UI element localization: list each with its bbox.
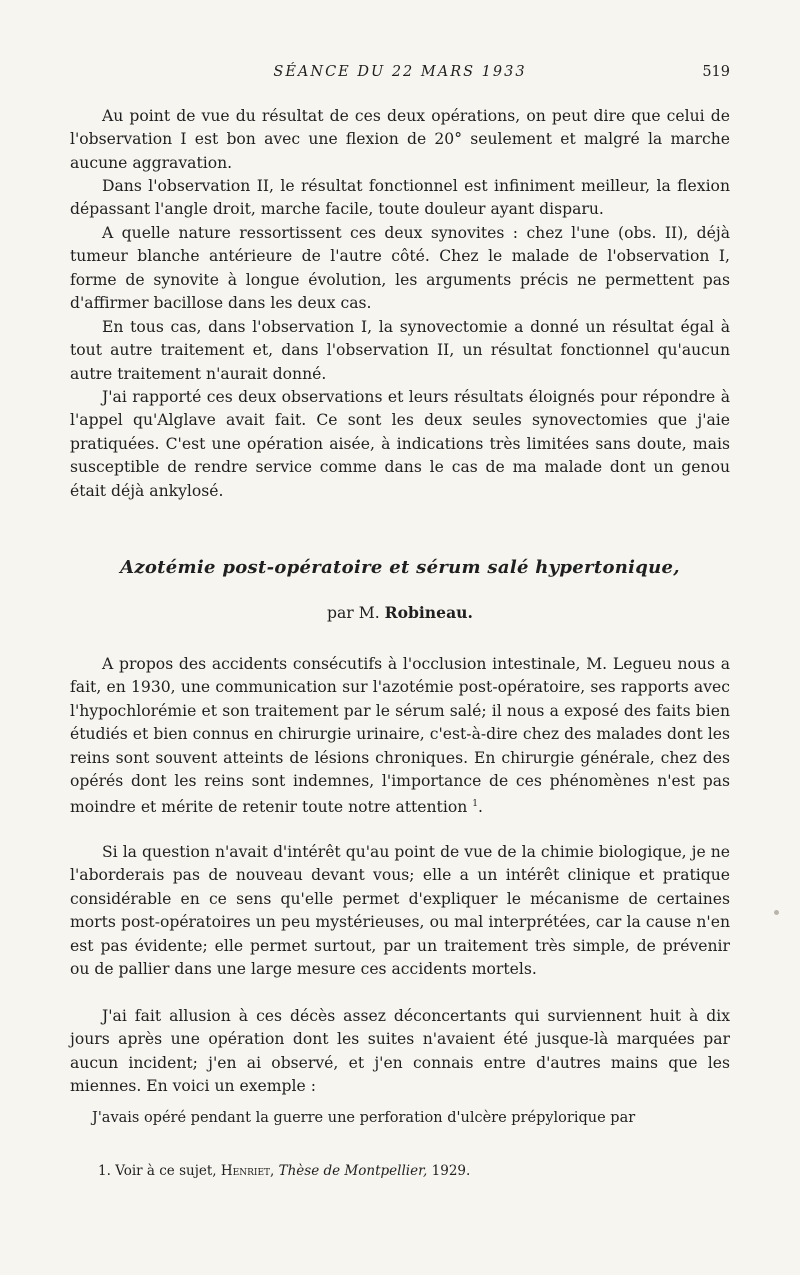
page-number: 519 bbox=[702, 64, 730, 80]
paragraph-4: En tous cas, dans l'observation I, la synovectomie a donné un résultat égal à tout autre traitement et, dans l'observation II, un résultat fonctionnel qu'aucun autre traitement n'aurait donné. bbox=[70, 318, 730, 383]
section-title: Azotémie post-opératoire et sérum salé hypertonique, bbox=[120, 557, 680, 578]
byline-prefix: par M. bbox=[327, 604, 380, 622]
section-paragraph-1-text: A propos des accidents consécutifs à l'occlusion intestinale, M. Legueu nous a fait, en 1930, une communication sur l'azotémie post-opératoire, ses rapports avec l'hypochlorémie et son traitement par le sérum salé; il nous a exposé des faits bien étudiés et bien connus en chirurgie urinaire, c'est-à-dire chez des malades dont les reins sont souvent atteints de lésions chroniques. En chirurgie générale, chez des opérés dont les reins sont indemnes, l'importance de ces phénomènes n'est pas moindre et mérite de retenir toute notre attention bbox=[70, 655, 730, 817]
byline-author: Robineau. bbox=[384, 603, 473, 622]
paragraph-5: J'ai rapporté ces deux observations et leurs résultats éloignés pour répondre à l'appel qu'Alglave avait fait. Ce sont les deux seules synovectomies que j'aie pratiquées. C'est une opération aisée, à indications très limitées sans doute, mais susceptible de rendre service comme dans le cas de ma malade dont un genou était déjà ankylosé. bbox=[70, 388, 730, 500]
header-title: SÉANCE DU 22 MARS 1933 bbox=[273, 64, 527, 80]
small-print-paragraph: J'avais opéré pendant la guerre une perforation d'ulcère prépylorique par bbox=[92, 1110, 636, 1126]
section-paragraph-3: J'ai fait allusion à ces décès assez déconcertants qui surviennent huit à dix jours après une opération dont les suites n'avaient été jusque-là marquées par aucun incident; j'en ai observé, et j'en connais entre d'autres mains que les miennes. En voici un exemple : bbox=[70, 1007, 730, 1096]
paragraph-2: Dans l'observation II, le résultat fonctionnel est infiniment meilleur, la flexion dépassant l'angle droit, marche facile, toute douleur ayant disparu. bbox=[70, 177, 730, 219]
footnote-prefix: Voir à ce sujet, bbox=[115, 1163, 217, 1179]
margin-speck bbox=[774, 910, 779, 915]
running-header bbox=[70, 64, 730, 88]
byline bbox=[70, 603, 730, 622]
paragraph-3: A quelle nature ressortissent ces deux synovites : chez l'une (obs. II), déjà tumeur blanche antérieure de l'autre côté. Chez le malade de l'observation I, forme de synovite à longue évolution, les arguments précis ne permettent pas d'affirmer bacillose dans les deux cas. bbox=[70, 224, 730, 313]
paragraph-1: Au point de vue du résultat de ces deux opérations, on peut dire que celui de l'observation I est bon avec une flexion de 20° seulement et malgré la marche aucune aggravation. bbox=[70, 107, 730, 172]
footnote bbox=[98, 1163, 730, 1179]
footnote-number: 1. bbox=[98, 1163, 111, 1179]
footnote-marker: 1 bbox=[472, 799, 478, 810]
footnote-year: 1929. bbox=[431, 1163, 471, 1179]
section-paragraph-1: A propos des accidents consécutifs à l'occlusion intestinale, M. Legueu nous a fait, en 1930, une communication sur l'azotémie post-opératoire, ses rapports avec l'hypochlorémie et son traitement par le sérum salé; il nous a exposé des faits bien étudiés et bien connus en chirurgie urinaire, c'est-à-dire chez des malades dont les reins sont souvent atteints de lésions chroniques. En chirurgie générale, chez des opérés dont les reins sont indemnes, l'importance de ces phénomènes n'est pas moindre et mérite de retenir toute notre attention $^1$. bbox=[70, 655, 730, 817]
footnote-author: Henriet, bbox=[220, 1163, 275, 1179]
section-paragraph-2: Si la question n'avait d'intérêt qu'au point de vue de la chimie biologique, je ne l'aborderais pas de nouveau devant vous; elle a un intérêt clinique et pratique considérable en ce sens qu'elle permet d'expliquer le mécanisme de certaines morts post-opératoires un peu mystérieuses, ou mal interprétées, car la cause n'en est pas évidente; elle permet surtout, par un traitement très simple, de prévenir ou de pallier dans une large mesure ces accidents mortels. bbox=[70, 843, 730, 979]
footnote-work: Thèse de Montpellier, bbox=[278, 1163, 428, 1179]
